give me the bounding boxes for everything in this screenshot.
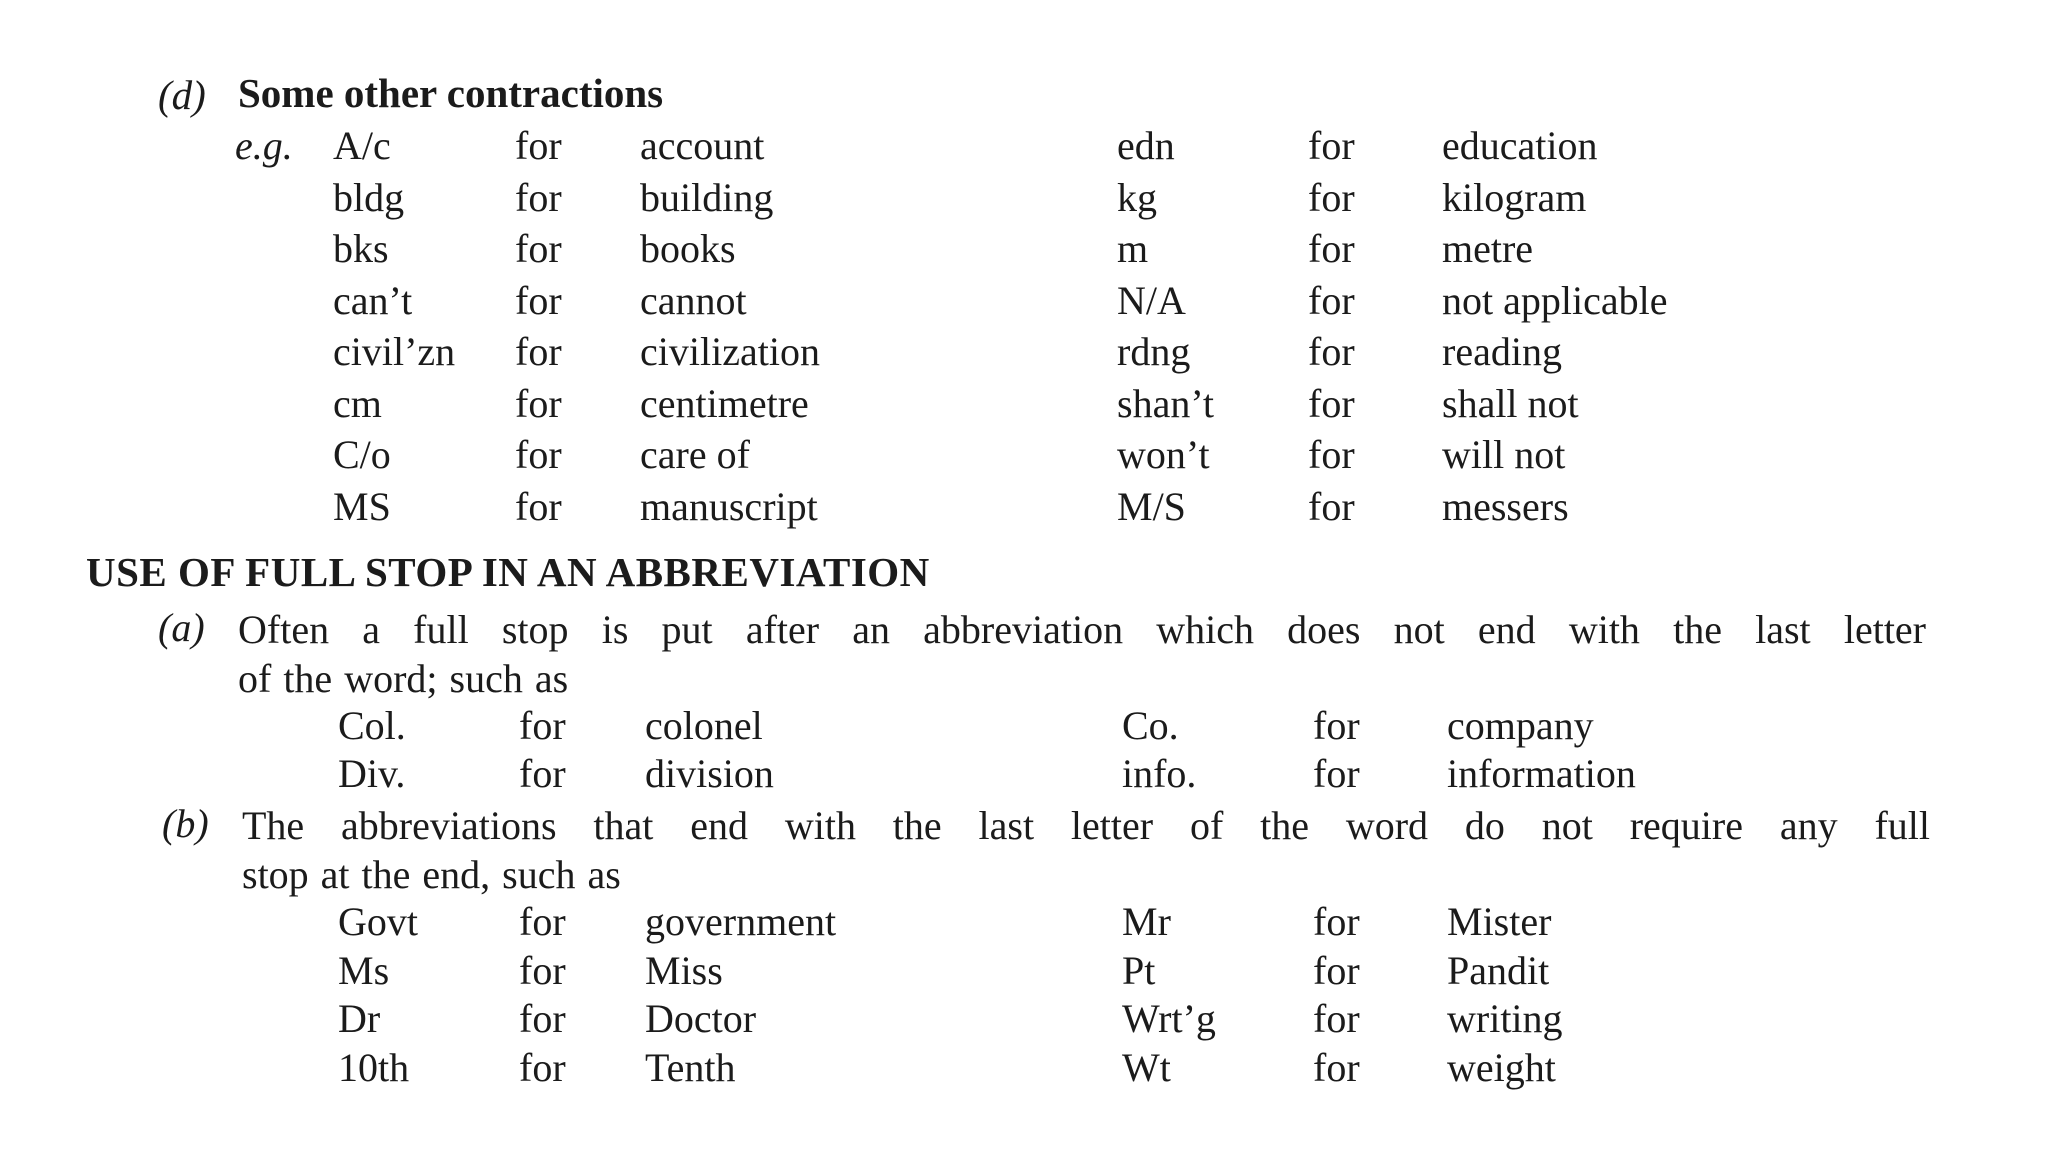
- expansion-right: Pandit: [1447, 947, 1550, 993]
- for-word-left: for: [519, 703, 566, 748]
- table-row: [0, 996, 2048, 1049]
- for-word-left: for: [515, 380, 562, 426]
- for-word-right: for: [1308, 483, 1355, 529]
- abbreviation-right: Mr: [1122, 899, 1171, 944]
- table-row: [0, 380, 2048, 434]
- expansion-left: colonel: [645, 703, 763, 748]
- item-a-line1: Often a full stop is put after an abbreviation which does not end with the last letter: [238, 607, 1926, 652]
- expansion-left: Tenth: [645, 1044, 736, 1090]
- for-word-right: for: [1313, 899, 1360, 944]
- abbreviation-left: can’t: [333, 277, 413, 323]
- item-a-paragraph: [238, 605, 1926, 703]
- for-word-left: for: [515, 329, 562, 374]
- for-word-left: for: [515, 226, 562, 271]
- for-word-right: for: [1313, 1044, 1360, 1090]
- for-word-left: for: [515, 277, 562, 323]
- abbreviation-left: C/o: [333, 432, 391, 477]
- expansion-left: government: [645, 899, 837, 944]
- table-row: [0, 123, 2048, 176]
- abbreviation-right: kg: [1117, 174, 1157, 220]
- item-b-paragraph: [242, 801, 1930, 899]
- for-word-left: for: [515, 432, 562, 477]
- abbreviation-right: m: [1117, 226, 1149, 271]
- eg-label: e.g.: [235, 123, 293, 168]
- table-row: [0, 1044, 2048, 1098]
- expansion-right: kilogram: [1442, 174, 1587, 220]
- abbreviation-right: edn: [1117, 123, 1175, 168]
- for-word-right: for: [1308, 329, 1355, 374]
- for-word-right: for: [1308, 380, 1355, 426]
- abbreviation-left: Col.: [338, 703, 406, 748]
- expansion-right: information: [1447, 751, 1636, 796]
- for-word-left: for: [519, 1044, 566, 1090]
- abbreviation-right: info.: [1122, 751, 1197, 796]
- table-row: [0, 432, 2048, 485]
- expansion-left: civilization: [640, 329, 820, 374]
- expansion-left: manuscript: [640, 483, 818, 529]
- table-row: [0, 703, 2048, 756]
- for-word-left: for: [519, 947, 566, 993]
- for-word-left: for: [519, 899, 566, 944]
- abbreviation-right: won’t: [1117, 432, 1210, 477]
- expansion-right: Mister: [1447, 899, 1552, 944]
- expansion-right: shall not: [1442, 380, 1579, 426]
- expansion-right: will not: [1442, 432, 1566, 477]
- for-word-right: for: [1313, 703, 1360, 748]
- abbreviation-right: Wrt’g: [1122, 996, 1216, 1041]
- abbreviation-left: bks: [333, 226, 389, 271]
- item-a-label: (a): [158, 605, 205, 650]
- abbreviation-right: M/S: [1117, 483, 1186, 529]
- item-b-line1: The abbreviations that end with the last letter of the word do not require any full: [242, 803, 1930, 848]
- expansion-left: centimetre: [640, 380, 809, 426]
- expansion-left: division: [645, 751, 774, 796]
- table-row: [0, 329, 2048, 382]
- for-word-left: for: [519, 751, 566, 796]
- section-d-label: (d): [158, 72, 206, 118]
- item-b-line2: stop at the end, such as: [242, 852, 621, 897]
- abbreviation-right: Co.: [1122, 703, 1179, 748]
- for-word-right: for: [1308, 277, 1355, 323]
- expansion-right: weight: [1447, 1044, 1556, 1090]
- abbreviation-left: Govt: [338, 899, 418, 944]
- for-word-left: for: [515, 483, 562, 529]
- abbreviation-right: rdng: [1117, 329, 1191, 374]
- expansion-right: metre: [1442, 226, 1534, 271]
- expansion-right: education: [1442, 123, 1598, 168]
- for-word-left: for: [515, 123, 562, 168]
- for-word-right: for: [1313, 996, 1360, 1041]
- abbreviation-left: Ms: [338, 947, 390, 993]
- expansion-left: Doctor: [645, 996, 757, 1041]
- abbreviation-left: cm: [333, 380, 382, 426]
- expansion-left: cannot: [640, 277, 747, 323]
- abbreviation-right: shan’t: [1117, 380, 1215, 426]
- abbreviation-left: MS: [333, 483, 391, 529]
- expansion-left: account: [640, 123, 765, 168]
- for-word-right: for: [1308, 123, 1355, 168]
- abbreviation-left: A/c: [333, 123, 391, 168]
- full-stop-section-heading: USE OF FULL STOP IN AN ABBREVIATION: [86, 549, 930, 595]
- for-word-right: for: [1313, 751, 1360, 796]
- abbreviation-right: Pt: [1122, 947, 1156, 993]
- table-row: [0, 277, 2048, 331]
- for-word-left: for: [515, 174, 562, 220]
- expansion-left: Miss: [645, 947, 723, 993]
- expansion-right: company: [1447, 703, 1594, 748]
- expansion-left: books: [640, 226, 736, 271]
- table-row: [0, 483, 2048, 537]
- abbreviation-right: Wt: [1122, 1044, 1171, 1090]
- for-word-right: for: [1308, 226, 1355, 271]
- expansion-left: building: [640, 174, 774, 220]
- expansion-right: writing: [1447, 996, 1563, 1041]
- for-word-right: for: [1313, 947, 1360, 993]
- abbreviation-right: N/A: [1117, 277, 1186, 323]
- expansion-right: reading: [1442, 329, 1562, 374]
- table-row: [0, 899, 2048, 952]
- for-word-right: for: [1308, 174, 1355, 220]
- for-word-left: for: [519, 996, 566, 1041]
- table-row: [0, 174, 2048, 228]
- item-a-line2: of the word; such as: [238, 656, 569, 701]
- for-word-right: for: [1308, 432, 1355, 477]
- item-b-label: (b): [162, 801, 209, 846]
- abbreviation-left: Div.: [338, 751, 406, 796]
- expansion-right: not applicable: [1442, 277, 1668, 323]
- expansion-left: care of: [640, 432, 750, 477]
- abbreviation-left: 10th: [338, 1044, 410, 1090]
- abbreviation-left: bldg: [333, 174, 405, 220]
- table-row: [0, 226, 2048, 279]
- section-d-heading: Some other contractions: [238, 70, 664, 116]
- table-row: [0, 751, 2048, 804]
- abbreviation-left: Dr: [338, 996, 381, 1041]
- expansion-right: messers: [1442, 483, 1569, 529]
- abbreviation-left: civil’zn: [333, 329, 456, 374]
- table-row: [0, 947, 2048, 1001]
